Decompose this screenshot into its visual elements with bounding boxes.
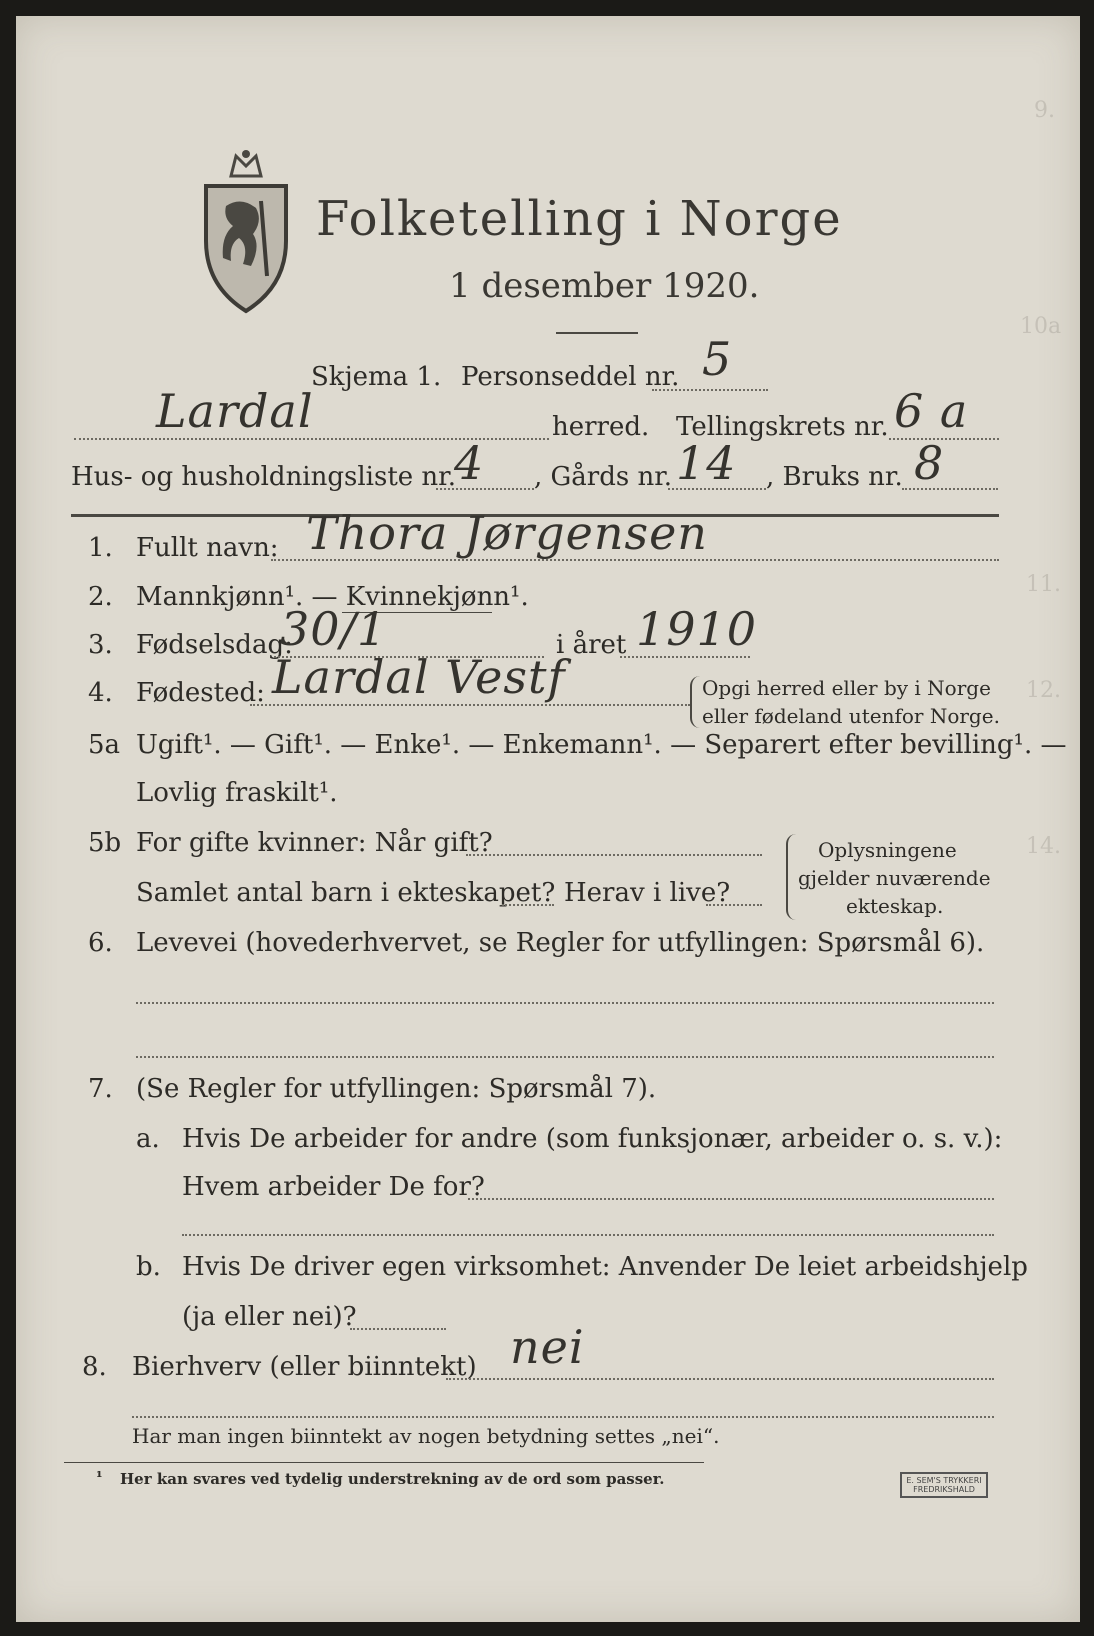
q7b-line1: Hvis De driver egen virksomhet: Anvender De leiet arbeidshjelp: [182, 1252, 1028, 1282]
printer-stamp-line2: FREDRIKSHALD: [913, 1485, 975, 1494]
occupation-field-1[interactable]: [136, 1002, 994, 1004]
bruks-value: 8: [914, 436, 945, 490]
q3-label: Fødselsdag:: [136, 630, 293, 660]
husliste-value: 4: [454, 436, 485, 490]
q8-number: 8.: [82, 1352, 107, 1382]
q4-label: Fødested:: [136, 678, 265, 708]
q7a-line1: Hvis De arbeider for andre (som funksjonær, arbeider o. s. v.):: [182, 1124, 1003, 1154]
children-count-field[interactable]: [502, 904, 554, 906]
q5b-married-label: For gifte kvinner: Når gift?: [136, 828, 493, 858]
q5b-note-line3: ekteskap.: [846, 894, 944, 918]
q2-number: 2.: [88, 582, 113, 612]
q7a-line2: Hvem arbeider De for?: [182, 1172, 485, 1202]
q5b-note-line2: gjelder nuværende: [798, 866, 991, 890]
side-income-value: nei: [510, 1320, 585, 1374]
husliste-field[interactable]: [436, 488, 534, 490]
hired-help-field[interactable]: [350, 1328, 446, 1330]
marital-status-options-2[interactable]: Lovlig fraskilt¹.: [136, 778, 338, 808]
q6-label: Levevei (hovederhvervet, se Regler for utfyllingen: Spørsmål 6).: [136, 928, 985, 958]
skjema-label: Skjema 1.: [311, 362, 442, 392]
q7a-number: a.: [136, 1124, 160, 1154]
form-title: Folketelling i Norge: [316, 191, 843, 247]
birthplace-field[interactable]: [250, 704, 690, 706]
q4-note-line1: Opgi herred eller by i Norge: [702, 676, 991, 700]
printer-stamp-line1: E. SEM'S TRYKKERI: [906, 1476, 982, 1485]
q4-note-brace: [690, 676, 700, 728]
q7-label: (Se Regler for utfyllingen: Spørsmål 7).: [136, 1074, 657, 1104]
q3-year-label: i året: [556, 630, 627, 660]
q5b-children-label: Samlet antal barn i ekteskapet?: [136, 878, 556, 908]
bruks-label: , Bruks nr.: [766, 462, 903, 492]
footer-divider: [64, 1462, 704, 1463]
census-form-sheet: 9. 10a 11. 12. 14. Folketelling i Norge 1 desember 1920. Skjema 1. Personseddel nr. 5 Lardal herred. Tellingskrets nr. 6 a Hus- og husholdningsliste nr. 4 , Gårds nr. 14 , Bruks nr. 8 1. Fullt navn: Thora Jørgensen 2. Mannkjønn¹. — Kvinnekjønn¹. 3. Fødselsdag: 30/1 i året 1910 4. Fødested: Lardal Vestf Opgi herred eller by i Norge eller fødeland utenfor Norge. 5a Ugift¹. — Gift¹. — Enke¹. — Enkemann¹. — Separert efter bevilling¹. — Lovlig fraskilt¹. 5b For gifte kvinner: Når gift? Samlet antal barn i ekteskapet? Herav i live? Oplysningene gjelder nuværende ekteskap. 6. Levevei (hovederhvervet, se Regler for utfyllingen: Spørsmål 6). 7. (Se Regler for utfyllingen: Spørsmål 7). a. Hvis De arbeider for andre (som funksjonær, arbeider o. s. v.): Hvem arbeider De for? b. Hvis De driver egen virksomhet: Anvender De leiet arbeidshjelp (ja eller nei)? 8. Bierhverv (eller biinntekt) nei Har man ingen biinntekt av nogen betydning settes „nei“. ¹ Her kan svares ved tydelig understrekning av de ord som passer. E. SEM'S TRYKKERI FREDRIKSHALD: [16, 16, 1080, 1622]
employer-field-2[interactable]: [182, 1234, 994, 1236]
gards-label: , Gårds nr.: [534, 462, 673, 492]
herred-label: herred.: [552, 412, 650, 442]
marital-status-options[interactable]: Ugift¹. — Gift¹. — Enke¹. — Enkemann¹. — Separert efter bevilling¹. —: [136, 730, 1067, 760]
sex-options[interactable]: Mannkjønn¹. — Kvinnekjønn¹.: [136, 582, 529, 612]
q8-label: Bierhverv (eller biinntekt): [132, 1352, 477, 1382]
q4-note-line2: eller fødeland utenfor Norge.: [702, 704, 1000, 728]
q7b-number: b.: [136, 1252, 161, 1282]
personseddel-label: Personseddel nr.: [461, 362, 680, 392]
q5b-note-brace: [786, 834, 796, 920]
norway-coat-of-arms-icon: [201, 146, 291, 316]
side-income-field[interactable]: [446, 1378, 994, 1380]
birthyear-field[interactable]: [620, 656, 750, 658]
q1-number: 1.: [88, 533, 113, 563]
q7b-line2: (ja eller nei)?: [182, 1302, 357, 1332]
birthyear-value: 1910: [636, 602, 758, 656]
q4-number: 4.: [88, 678, 113, 708]
children-alive-field[interactable]: [706, 904, 762, 906]
printer-stamp: [900, 1472, 988, 1498]
employer-field-1[interactable]: [468, 1198, 994, 1200]
q3-number: 3.: [88, 630, 113, 660]
footnote-text: Her kan svares ved tydelig understrekning av de ord som passer.: [120, 1470, 665, 1488]
tellingskrets-label: Tellingskrets nr.: [676, 412, 889, 442]
census-date: 1 desember 1920.: [449, 266, 760, 306]
q7-number: 7.: [88, 1074, 113, 1104]
q6-number: 6.: [88, 928, 113, 958]
full-name-value: Thora Jørgensen: [306, 506, 708, 560]
q5b-alive-label: Herav i live?: [564, 878, 731, 908]
herred-value: Lardal: [156, 384, 314, 438]
birthplace-value: Lardal Vestf: [272, 650, 566, 704]
tellingskrets-value: 6 a: [894, 384, 969, 438]
birthdate-value: 30/1: [280, 602, 388, 656]
married-when-field[interactable]: [466, 854, 762, 856]
husliste-label: Hus- og husholdningsliste nr.: [71, 462, 457, 492]
personseddel-value: 5: [702, 332, 733, 386]
personseddel-field[interactable]: [652, 389, 768, 391]
q5b-note-line1: Oplysningene: [818, 838, 957, 862]
q5a-number: 5a: [88, 730, 121, 760]
q5b-number: 5b: [88, 828, 122, 858]
no-income-note: Har man ingen biinntekt av nogen betydning settes „nei“.: [132, 1424, 720, 1448]
q1-label: Fullt navn:: [136, 533, 279, 563]
occupation-field-2[interactable]: [136, 1056, 994, 1058]
side-income-field-2[interactable]: [132, 1416, 994, 1418]
footnote-mark: ¹: [96, 1468, 103, 1486]
gards-value: 14: [676, 436, 737, 490]
title-divider: [556, 332, 638, 334]
